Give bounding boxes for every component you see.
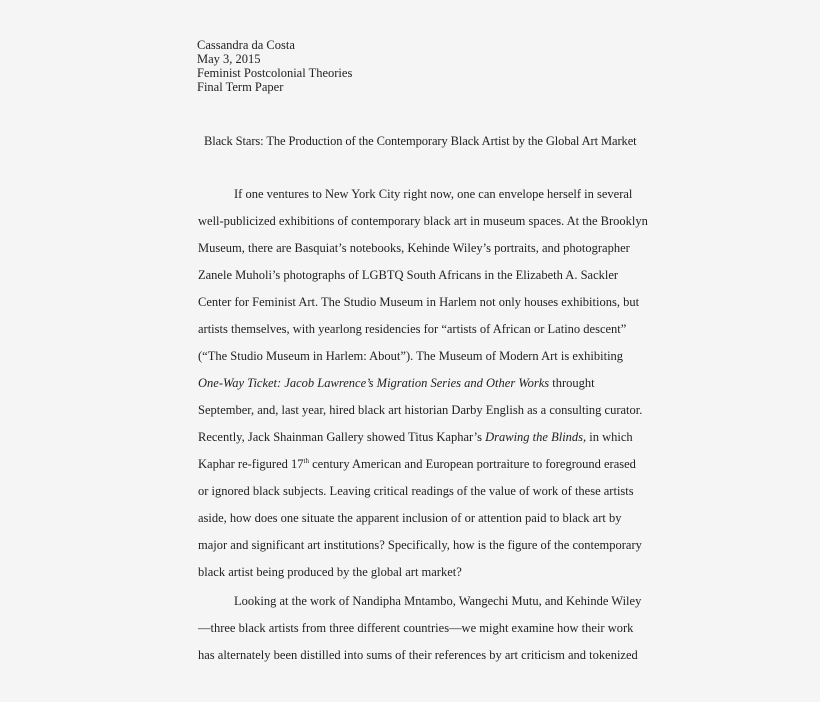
body-line: black artist being produced by the global art market? (198, 565, 462, 579)
body-line: aside, how does one situate the apparent inclusion of or attention paid to black art by (198, 511, 622, 525)
ordinal-suffix: th (303, 456, 309, 465)
paper-title: Black Stars: The Production of the Contemporary Black Artist by the Global Art Market (204, 134, 637, 148)
body-line: —three black artists from three different countries—we might examine how their work (198, 621, 634, 635)
body-line: well-publicized exhibitions of contemporary black art in museum spaces. At the Brooklyn (198, 214, 648, 228)
exhibition-title: One-Way Ticket: Jacob Lawrence’s Migration Series and Other Works (198, 376, 550, 390)
body-line: Zanele Muholi’s photographs of LGBTQ South Africans in the Elizabeth A. Sackler (198, 268, 619, 282)
course-name: Feminist Postcolonial Theories (197, 66, 353, 80)
body-line: or ignored black subjects. Leaving critical readings of the value of work of these artists (198, 484, 634, 498)
body-line (198, 375, 595, 391)
body-line (198, 456, 636, 472)
paper-date: May 3, 2015 (197, 52, 261, 66)
artwork-title: Drawing the Blinds, (485, 430, 587, 444)
body-line-tail: in which (586, 430, 633, 444)
body-line (198, 429, 633, 445)
document-header (197, 38, 352, 94)
body-line-head: Recently, Jack Shainman Gallery showed Titus Kaphar’s (198, 430, 486, 444)
body-line: major and significant art institutions? Specifically, how is the figure of the contemporary (198, 538, 642, 552)
body-line: Looking at the work of Nandipha Mntambo, Wangechi Mutu, and Kehinde Wiley (234, 594, 642, 608)
body-line: September, and, last year, hired black art historian Darby English as a consulting curator. (198, 403, 643, 417)
body-line: If one ventures to New York City right now, one can envelope herself in several (234, 187, 633, 201)
body-line-head: Kaphar re-figured 17 (198, 457, 304, 471)
body-line: has alternately been distilled into sums of their references by art criticism and tokenized (198, 648, 638, 662)
author-name: Cassandra da Costa (197, 38, 295, 52)
body-line: artists themselves, with yearlong residencies for “artists of African or Latino descent” (198, 322, 627, 336)
body-line: (“The Studio Museum in Harlem: About”). The Museum of Modern Art is exhibiting (198, 349, 624, 363)
assignment-name: Final Term Paper (197, 80, 284, 94)
body-line-tail: century American and European portraiture to foreground erased (308, 457, 636, 471)
body-line: Center for Feminist Art. The Studio Museum in Harlem not only houses exhibitions, but (198, 295, 640, 309)
body-line-tail: throught (549, 376, 595, 390)
body-line: Museum, there are Basquiat’s notebooks, Kehinde Wiley’s portraits, and photographer (198, 241, 630, 255)
